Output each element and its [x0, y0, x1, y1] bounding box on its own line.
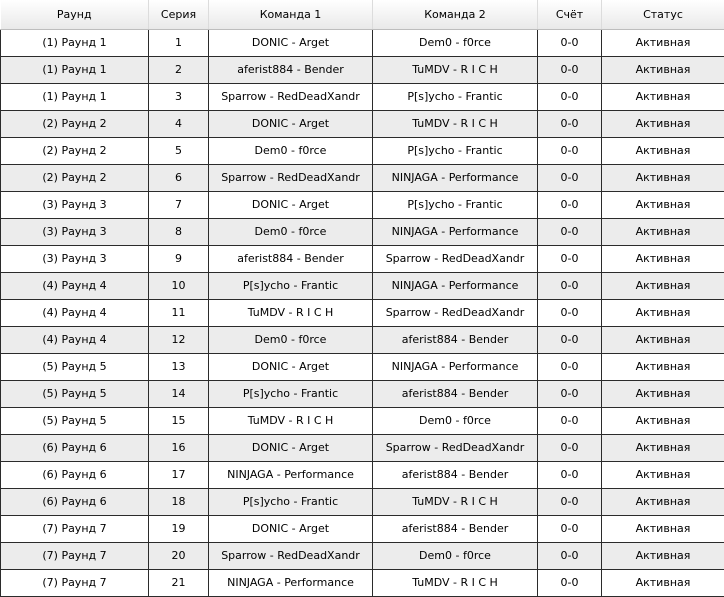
series-cell: 21	[149, 569, 209, 596]
column-header-series[interactable]: Серия	[149, 0, 209, 29]
round-cell: (6) Раунд 6	[1, 488, 149, 515]
score-cell: 0-0	[538, 569, 602, 596]
series-cell: 12	[149, 326, 209, 353]
score-cell: 0-0	[538, 56, 602, 83]
round-cell: (4) Раунд 4	[1, 272, 149, 299]
series-cell: 13	[149, 353, 209, 380]
table-row[interactable]	[1, 218, 724, 245]
score-cell: 0-0	[538, 488, 602, 515]
round-cell: (3) Раунд 3	[1, 191, 149, 218]
series-cell: 3	[149, 83, 209, 110]
team2-cell: Sparrow - RedDeadXandr	[373, 299, 538, 326]
series-cell: 9	[149, 245, 209, 272]
table-row[interactable]	[1, 461, 724, 488]
team1-cell: Dem0 - f0rce	[209, 137, 373, 164]
team2-cell: TuMDV - R I C H	[373, 110, 538, 137]
series-cell: 10	[149, 272, 209, 299]
series-cell: 4	[149, 110, 209, 137]
status-cell: Активная	[602, 380, 724, 407]
series-cell: 1	[149, 29, 209, 56]
status-cell: Активная	[602, 353, 724, 380]
score-cell: 0-0	[538, 272, 602, 299]
round-cell: (1) Раунд 1	[1, 29, 149, 56]
status-cell: Активная	[602, 461, 724, 488]
table-row[interactable]	[1, 380, 724, 407]
team1-cell: NINJAGA - Performance	[209, 569, 373, 596]
status-cell: Активная	[602, 434, 724, 461]
team1-cell: DONIC - Arget	[209, 353, 373, 380]
team2-cell: Dem0 - f0rce	[373, 407, 538, 434]
team1-cell: Sparrow - RedDeadXandr	[209, 83, 373, 110]
round-cell: (7) Раунд 7	[1, 515, 149, 542]
series-cell: 5	[149, 137, 209, 164]
team1-cell: NINJAGA - Performance	[209, 461, 373, 488]
team1-cell: DONIC - Arget	[209, 434, 373, 461]
status-cell: Активная	[602, 218, 724, 245]
series-cell: 8	[149, 218, 209, 245]
score-cell: 0-0	[538, 542, 602, 569]
score-cell: 0-0	[538, 299, 602, 326]
team2-cell: Dem0 - f0rce	[373, 29, 538, 56]
status-cell: Активная	[602, 326, 724, 353]
score-cell: 0-0	[538, 164, 602, 191]
team2-cell: NINJAGA - Performance	[373, 353, 538, 380]
team1-cell: Sparrow - RedDeadXandr	[209, 164, 373, 191]
round-cell: (3) Раунд 3	[1, 218, 149, 245]
column-header-team2[interactable]: Команда 2	[373, 0, 538, 29]
round-cell: (1) Раунд 1	[1, 56, 149, 83]
status-cell: Активная	[602, 56, 724, 83]
team2-cell: Sparrow - RedDeadXandr	[373, 434, 538, 461]
series-cell: 17	[149, 461, 209, 488]
table-row[interactable]	[1, 515, 724, 542]
status-cell: Активная	[602, 83, 724, 110]
series-cell: 16	[149, 434, 209, 461]
round-cell: (5) Раунд 5	[1, 380, 149, 407]
score-cell: 0-0	[538, 137, 602, 164]
score-cell: 0-0	[538, 83, 602, 110]
team2-cell: TuMDV - R I C H	[373, 569, 538, 596]
column-header-team1[interactable]: Команда 1	[209, 0, 373, 29]
score-cell: 0-0	[538, 326, 602, 353]
team2-cell: aferist884 - Bender	[373, 515, 538, 542]
team2-cell: TuMDV - R I C H	[373, 56, 538, 83]
status-cell: Активная	[602, 272, 724, 299]
status-cell: Активная	[602, 569, 724, 596]
table-row[interactable]	[1, 191, 724, 218]
team2-cell: aferist884 - Bender	[373, 326, 538, 353]
team1-cell: aferist884 - Bender	[209, 245, 373, 272]
team1-cell: Dem0 - f0rce	[209, 326, 373, 353]
round-cell: (4) Раунд 4	[1, 299, 149, 326]
status-cell: Активная	[602, 488, 724, 515]
team1-cell: aferist884 - Bender	[209, 56, 373, 83]
score-cell: 0-0	[538, 434, 602, 461]
table-row[interactable]	[1, 137, 724, 164]
status-cell: Активная	[602, 299, 724, 326]
team1-cell: DONIC - Arget	[209, 515, 373, 542]
team1-cell: DONIC - Arget	[209, 110, 373, 137]
round-cell: (2) Раунд 2	[1, 110, 149, 137]
column-header-round[interactable]: Раунд	[1, 0, 149, 29]
score-cell: 0-0	[538, 353, 602, 380]
team1-cell: TuMDV - R I C H	[209, 299, 373, 326]
score-cell: 0-0	[538, 218, 602, 245]
table-row[interactable]	[1, 83, 724, 110]
team2-cell: NINJAGA - Performance	[373, 218, 538, 245]
team2-cell: Sparrow - RedDeadXandr	[373, 245, 538, 272]
round-cell: (4) Раунд 4	[1, 326, 149, 353]
column-header-score[interactable]: Счёт	[538, 0, 602, 29]
status-cell: Активная	[602, 515, 724, 542]
series-cell: 6	[149, 164, 209, 191]
round-cell: (2) Раунд 2	[1, 164, 149, 191]
series-cell: 15	[149, 407, 209, 434]
team2-cell: aferist884 - Bender	[373, 461, 538, 488]
team2-cell: TuMDV - R I C H	[373, 488, 538, 515]
team2-cell: Dem0 - f0rce	[373, 542, 538, 569]
score-cell: 0-0	[538, 407, 602, 434]
score-cell: 0-0	[538, 29, 602, 56]
status-cell: Активная	[602, 407, 724, 434]
score-cell: 0-0	[538, 245, 602, 272]
team1-cell: P[s]ycho - Frantic	[209, 380, 373, 407]
table-row[interactable]	[1, 542, 724, 569]
series-cell: 18	[149, 488, 209, 515]
score-cell: 0-0	[538, 380, 602, 407]
round-cell: (6) Раунд 6	[1, 461, 149, 488]
table-row[interactable]	[1, 245, 724, 272]
team1-cell: P[s]ycho - Frantic	[209, 488, 373, 515]
table-row[interactable]	[1, 299, 724, 326]
series-cell: 7	[149, 191, 209, 218]
table-row[interactable]	[1, 488, 724, 515]
status-cell: Активная	[602, 137, 724, 164]
table-row[interactable]	[1, 164, 724, 191]
round-cell: (2) Раунд 2	[1, 137, 149, 164]
team1-cell: Sparrow - RedDeadXandr	[209, 542, 373, 569]
table-row[interactable]	[1, 434, 724, 461]
table-header-row	[1, 0, 724, 29]
status-cell: Активная	[602, 29, 724, 56]
status-cell: Активная	[602, 191, 724, 218]
status-cell: Активная	[602, 110, 724, 137]
team1-cell: DONIC - Arget	[209, 29, 373, 56]
team1-cell: TuMDV - R I C H	[209, 407, 373, 434]
series-cell: 19	[149, 515, 209, 542]
table-row[interactable]	[1, 56, 724, 83]
round-cell: (7) Раунд 7	[1, 569, 149, 596]
round-cell: (7) Раунд 7	[1, 542, 149, 569]
table-row[interactable]	[1, 326, 724, 353]
series-cell: 20	[149, 542, 209, 569]
round-cell: (3) Раунд 3	[1, 245, 149, 272]
column-header-status[interactable]: Статус	[602, 0, 724, 29]
team2-cell: aferist884 - Bender	[373, 380, 538, 407]
score-cell: 0-0	[538, 461, 602, 488]
team2-cell: P[s]ycho - Frantic	[373, 83, 538, 110]
score-cell: 0-0	[538, 191, 602, 218]
series-cell: 14	[149, 380, 209, 407]
team1-cell: DONIC - Arget	[209, 191, 373, 218]
table-row[interactable]	[1, 272, 724, 299]
team1-cell: P[s]ycho - Frantic	[209, 272, 373, 299]
team2-cell: NINJAGA - Performance	[373, 272, 538, 299]
series-cell: 2	[149, 56, 209, 83]
table-row[interactable]	[1, 353, 724, 380]
status-cell: Активная	[602, 245, 724, 272]
team1-cell: Dem0 - f0rce	[209, 218, 373, 245]
team2-cell: NINJAGA - Performance	[373, 164, 538, 191]
table-row[interactable]	[1, 407, 724, 434]
table-row[interactable]	[1, 110, 724, 137]
round-cell: (1) Раунд 1	[1, 83, 149, 110]
table-row[interactable]	[1, 29, 724, 56]
round-cell: (5) Раунд 5	[1, 407, 149, 434]
status-cell: Активная	[602, 542, 724, 569]
table-body	[1, 29, 724, 596]
round-cell: (6) Раунд 6	[1, 434, 149, 461]
score-cell: 0-0	[538, 110, 602, 137]
status-cell: Активная	[602, 164, 724, 191]
team2-cell: P[s]ycho - Frantic	[373, 191, 538, 218]
round-cell: (5) Раунд 5	[1, 353, 149, 380]
series-cell: 11	[149, 299, 209, 326]
score-cell: 0-0	[538, 515, 602, 542]
team2-cell: P[s]ycho - Frantic	[373, 137, 538, 164]
